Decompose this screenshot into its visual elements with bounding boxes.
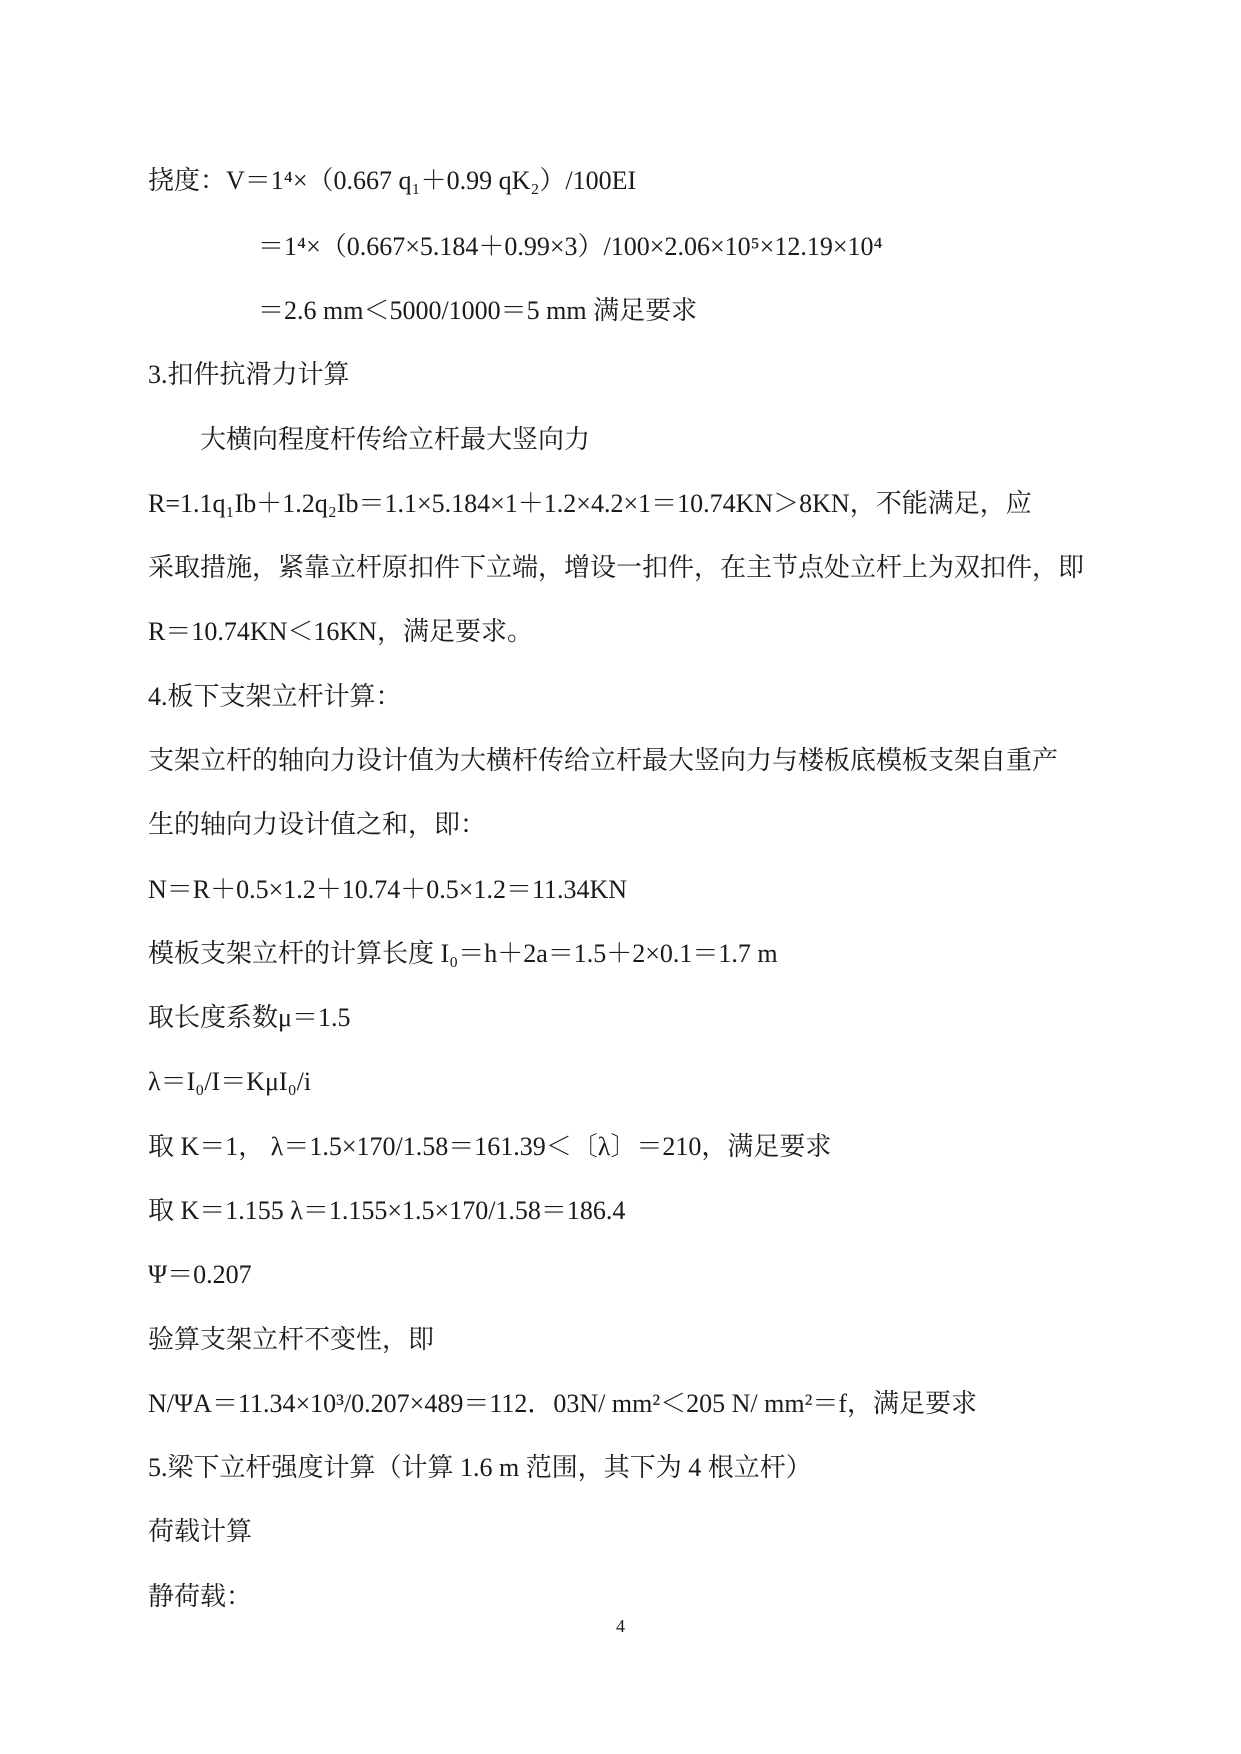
paragraph-line: 采取措施，紧靠立杆原扣件下立端，增设一扣件，在主节点处立杆上为双扣件，即 <box>148 553 1085 582</box>
paragraph-line: 支架立杆的轴向力设计值为大横杆传给立杆最大竖向力与楼板底模板支架自重产 <box>148 746 1059 775</box>
paragraph-line: N/ΨA＝11.34×10³/0.207×489＝112．03N/ mm²＜205 N/ mm²＝f，满足要求 <box>148 1389 978 1418</box>
paragraph-line: R=1.1q₁Ib＋1.2q₂Ib＝1.1×5.184×1＋1.2×4.2×1＝10.74KN＞8KN，不能满足，应 <box>148 489 1032 518</box>
section-heading-4: 4.板下支架立杆计算： <box>148 682 402 711</box>
section-heading-3: 3.扣件抗滑力计算 <box>148 360 350 389</box>
paragraph-line: 验算支架立杆不变性，即 <box>148 1325 435 1354</box>
page-number: 4 <box>616 1616 625 1636</box>
paragraph-line: N＝R＋0.5×1.2＋10.74＋0.5×1.2＝11.34KN <box>148 875 628 904</box>
paragraph-line: 模板支架立杆的计算长度 I₀＝h＋2a＝1.5＋2×0.1＝1.7 m <box>148 939 778 968</box>
deflection-substitution: ＝1⁴×（0.667×5.184＋0.99×3）/100×2.06×10⁵×12.19×10⁴ <box>258 232 883 261</box>
paragraph-line: 取长度系数μ＝1.5 <box>148 1003 351 1032</box>
paragraph-line: 大横向程度杆传给立杆最大竖向力 <box>200 425 591 454</box>
paragraph-line: 生的轴向力设计值之和，即： <box>148 810 487 839</box>
paragraph-line: R＝10.74KN＜16KN，满足要求。 <box>148 617 533 646</box>
section-heading-5: 5.梁下立杆强度计算（计算 1.6 m 范围，其下为 4 根立杆） <box>148 1453 812 1482</box>
paragraph-line: λ＝I₀/I＝KμI₀/i <box>148 1067 312 1096</box>
deflection-formula: 挠度：V＝1⁴×（0.667 q₁＋0.99 qK₂）/100EI <box>148 166 637 195</box>
paragraph-line: 取 K＝1.155 λ＝1.155×1.5×170/1.58＝186.4 <box>148 1196 626 1225</box>
paragraph-line: 静荷载： <box>148 1582 253 1611</box>
paragraph-line: 取 K＝1， λ＝1.5×170/1.58＝161.39＜〔λ〕＝210，满足要求 <box>148 1132 832 1161</box>
paragraph-line: Ψ＝0.207 <box>148 1260 252 1289</box>
paragraph-line: 荷载计算 <box>148 1517 253 1546</box>
deflection-result: ＝2.6 mm＜5000/1000＝5 mm 满足要求 <box>258 296 698 325</box>
